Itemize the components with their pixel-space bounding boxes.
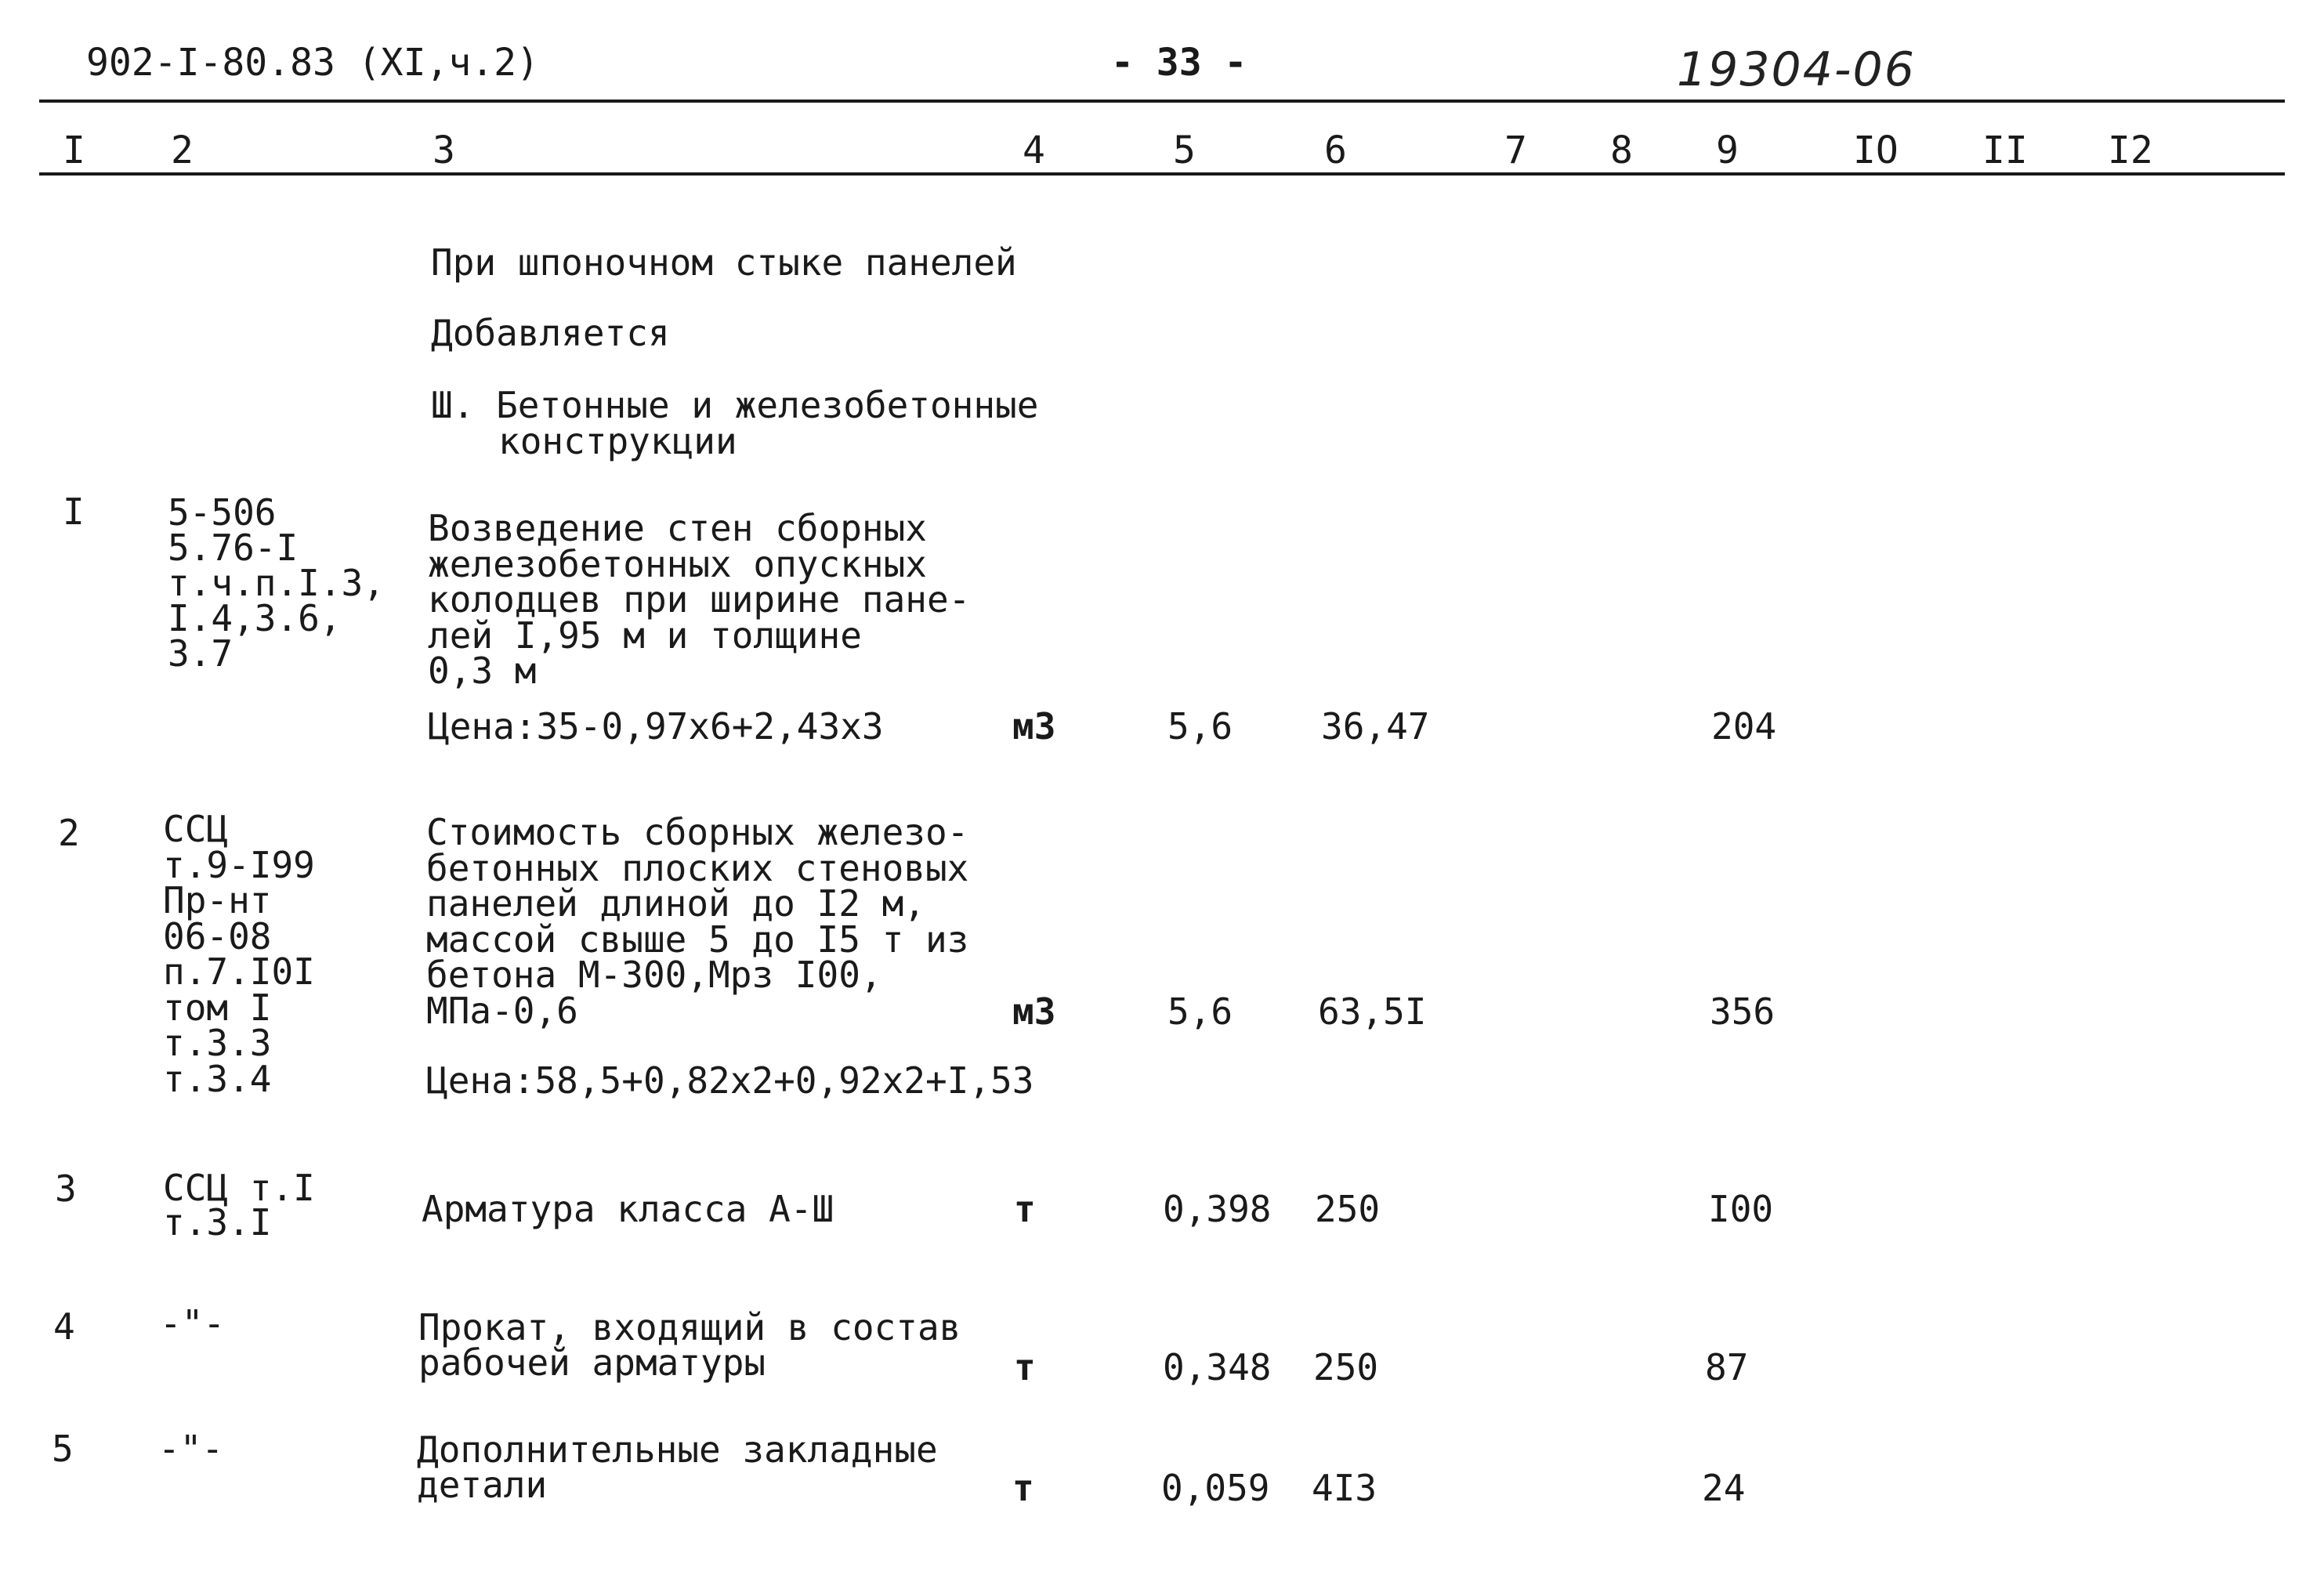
row-total: 24 (1702, 1467, 1746, 1509)
section-title-cont: конструкции (498, 420, 737, 462)
row-reference: -"- (158, 1428, 224, 1470)
col-11: II (1982, 129, 2028, 172)
row-number: I (63, 491, 85, 533)
header-top-rule (39, 100, 2285, 103)
row-description: Дополнительные закладные детали (417, 1428, 938, 1506)
col-5: 5 (1173, 129, 1196, 172)
page-number: - 33 - (1111, 41, 1247, 85)
row-unit: т (1014, 1188, 1036, 1230)
row-description: Прокат, входящий в состав рабочей арматуры (418, 1306, 961, 1384)
intro-line: При шпоночном стыке панелей (431, 241, 1017, 284)
document-code: 902-I-80.83 (XI,ч.2) (86, 41, 539, 85)
col-9: 9 (1716, 129, 1739, 172)
col-12: I2 (2108, 129, 2153, 172)
row-number: 2 (58, 812, 80, 854)
row-reference: -"- (160, 1302, 226, 1345)
col-4: 4 (1023, 129, 1045, 172)
row-total: 204 (1711, 705, 1777, 748)
row-description: Возведение стен сборных железобетонных опускных колодцев при ширине пане- лей I,95 м и толщине 0,3 м (428, 507, 971, 692)
row-number: 5 (52, 1428, 74, 1470)
handwritten-archive-number: 19304-06 (1677, 42, 1916, 97)
row-price-formula: Цена:35-0,97х6+2,43х3 (428, 705, 884, 748)
row-number: 4 (53, 1305, 75, 1348)
row-total: 87 (1705, 1346, 1749, 1388)
row-number: 3 (55, 1167, 77, 1210)
row-unit-cost: 4I3 (1312, 1467, 1377, 1509)
row-unit-cost: 36,47 (1321, 705, 1430, 748)
row-price-formula: Цена:58,5+0,82х2+0,92х2+I,53 (426, 1059, 1034, 1102)
col-6: 6 (1324, 129, 1347, 172)
row-total: 356 (1710, 990, 1776, 1033)
row-unit: м3 (1012, 705, 1056, 748)
row-unit: м3 (1012, 990, 1056, 1033)
col-8: 8 (1610, 129, 1633, 172)
row-unit: т (1012, 1467, 1034, 1509)
row-unit-cost: 250 (1313, 1346, 1379, 1388)
row-reference: ССЦ т.9-I99 Пр-нт 06-08 п.7.I0I том I т.3.3 т.3.4 (163, 808, 315, 1100)
row-quantity: 0,059 (1161, 1467, 1270, 1509)
row-description: Стоимость сборных железо- бетонных плоских стеновых панелей длиной до I2 м, массой свыше 5 до I5 т из бетона М-300,Мрз I00, МПа-0,6 (426, 811, 969, 1032)
row-unit-cost: 250 (1315, 1188, 1381, 1230)
row-quantity: 5,6 (1167, 990, 1233, 1033)
row-unit-cost: 63,5I (1318, 990, 1427, 1033)
col-10: IO (1853, 129, 1899, 172)
row-total: I00 (1708, 1188, 1774, 1230)
row-quantity: 0,398 (1163, 1188, 1272, 1230)
row-unit: т (1014, 1346, 1036, 1388)
row-quantity: 0,348 (1163, 1346, 1272, 1388)
col-7: 7 (1504, 129, 1527, 172)
col-1: I (63, 129, 85, 172)
col-3: 3 (433, 129, 455, 172)
row-quantity: 5,6 (1167, 705, 1233, 748)
col-2: 2 (171, 129, 194, 172)
row-reference: 5-506 5.76-I т.ч.п.I.3, I.4,3.6, 3.7 (168, 491, 385, 675)
row-description: Арматура класса А-Ш (422, 1188, 834, 1230)
intro-added: Добавляется (431, 312, 670, 354)
section-title: Ш. Бетонные и железобетонные (431, 384, 1039, 426)
row-reference: ССЦ т.I т.3.I (163, 1167, 315, 1244)
header-bottom-rule (39, 172, 2285, 176)
